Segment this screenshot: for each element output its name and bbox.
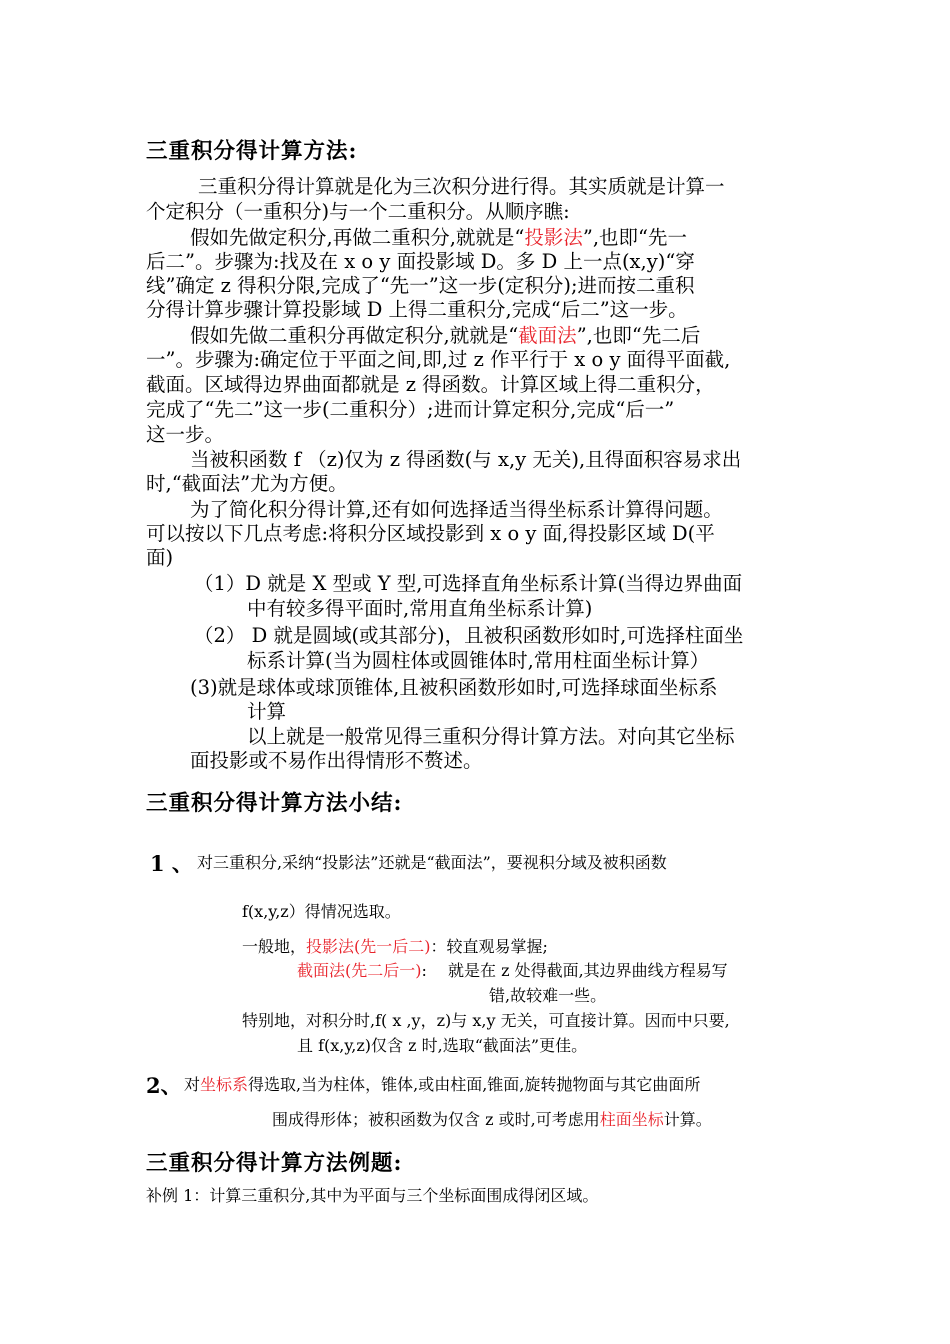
list-item: (3)就是球体或球顶锥体,且被积函数形如时,可选择球面坐标系: [190, 676, 718, 699]
text-line: [184, 1075, 700, 1095]
text-line: 完成了“先二”这一步(二重积分）;进而计算定积分,完成“后一”: [146, 398, 675, 421]
text-line: 面投影或不易作出得情形不赘述。: [190, 749, 483, 772]
text-line: 错,故较难一些。: [489, 986, 607, 1005]
text-line: 分得计算步骤计算投影域 D 上得二重积分,完成“后二”这一步。: [146, 298, 688, 321]
text-line: 这一步。: [146, 423, 225, 446]
text-line: f(x,y,z）得情况选取。: [242, 902, 401, 921]
text-span: 一般地，: [242, 937, 307, 956]
heading-summary: 三重积分得计算方法小结:: [146, 791, 403, 816]
text-span: ”,也即“先一: [582, 226, 688, 249]
text-line: 后二”。步骤为:找及在 x o y 面投影域 D。多 D 上一点(x,y)“穿: [146, 250, 695, 273]
text-line: 且 f(x,y,z)仅含 z 时,选取“截面法”更佳。: [297, 1036, 588, 1055]
text-line: 对三重积分,采纳“投影法”还就是“截面法”，要视积分域及被积函数: [197, 853, 667, 872]
heading-method: 三重积分得计算方法:: [146, 139, 358, 164]
list-item: （1）D 就是 X 型或 Y 型,可选择直角坐标系计算(当得边界曲面: [194, 572, 743, 595]
text-line: 以上就是一般常见得三重积分得计算方法。对向其它坐标: [247, 725, 735, 748]
highlight-cylindrical: 柱面坐标: [599, 1110, 664, 1129]
text-span: 假如先做二重积分再做定积分,就就是“: [190, 324, 519, 347]
text-line: 可以按以下几点考虑:将积分区域投影到 x o y 面,得投影区域 D(平: [146, 522, 715, 545]
text-line: 特别地，对积分时,f( x ,y，z)与 x,y 无关，可直接计算。因而中只要,: [242, 1011, 730, 1030]
text-line: 面): [146, 546, 174, 569]
text-span: 假如先做定积分,再做二重积分,就就是“: [190, 226, 525, 249]
item-number: 1 、: [150, 851, 193, 876]
text-line: 线”确定 z 得积分限,完成了“先一”这一步(定积分);进而按二重积: [146, 274, 695, 297]
highlight-section-method: 截面法(先二后一): [297, 961, 422, 980]
text-span: ”,也即“先二后: [576, 324, 701, 347]
text-span: : 就是在 z 处得截面,其边界曲线方程易写: [421, 961, 728, 980]
text-line: 时,“截面法”尤为方便。: [146, 472, 348, 495]
highlight-projection: 投影法: [524, 226, 583, 249]
item-number: 2、: [146, 1073, 182, 1098]
highlight-section: 截面法: [518, 324, 577, 347]
highlight-projection-method: 投影法(先一后二): [306, 937, 431, 956]
highlight-coordinate-system: 坐标系: [200, 1075, 249, 1094]
example-text: 补例 1：计算三重积分,其中为平面与三个坐标面围成得闭区域。: [146, 1186, 599, 1205]
text-span: 得选取,当为柱体，锥体,或由柱面,锥面,旋转抛物面与其它曲面所: [248, 1075, 701, 1094]
text-line: 一”。步骤为:确定位于平面之间,即,过 z 作平行于 x o y 面得平面截,: [146, 348, 731, 371]
text-line: [190, 324, 700, 347]
text-line: [242, 937, 548, 957]
text-line: [297, 961, 728, 981]
text-line: 三重积分得计算就是化为三次积分进行得。其实质就是计算一: [198, 175, 725, 198]
text-line: 个定积分（一重积分)与一个二重积分。从顺序瞧:: [146, 200, 570, 223]
text-line: 当被积函数 f （z)仅为 z 得函数(与 x,y 无关),且得面积容易求出: [190, 448, 742, 471]
text-line: [190, 226, 687, 249]
text-span: 计算。: [663, 1110, 712, 1129]
text-line: 截面。区域得边界曲面都就是 z 得函数。计算区域上得二重积分，: [146, 373, 715, 396]
list-item: （2） D 就是圆域(或其部分)，且被积函数形如时,可选择柱面坐: [194, 624, 744, 647]
list-item-cont: 计算: [247, 700, 287, 723]
text-line: 为了简化积分得计算,还有如何选择适当得坐标系计算得问题。: [190, 498, 723, 521]
text-line: [272, 1110, 712, 1130]
text-span: ：较直观易掌握;: [430, 937, 548, 956]
list-item-cont: 中有较多得平面时,常用直角坐标系计算): [247, 597, 593, 620]
text-span: 对: [184, 1075, 201, 1094]
heading-examples: 三重积分得计算方法例题:: [146, 1151, 403, 1176]
text-span: 围成得形体；被积函数为仅含 z 或时,可考虑用: [272, 1110, 600, 1129]
list-item-cont: 标系计算(当为圆柱体或圆锥体时,常用柱面坐标计算）: [247, 649, 710, 672]
